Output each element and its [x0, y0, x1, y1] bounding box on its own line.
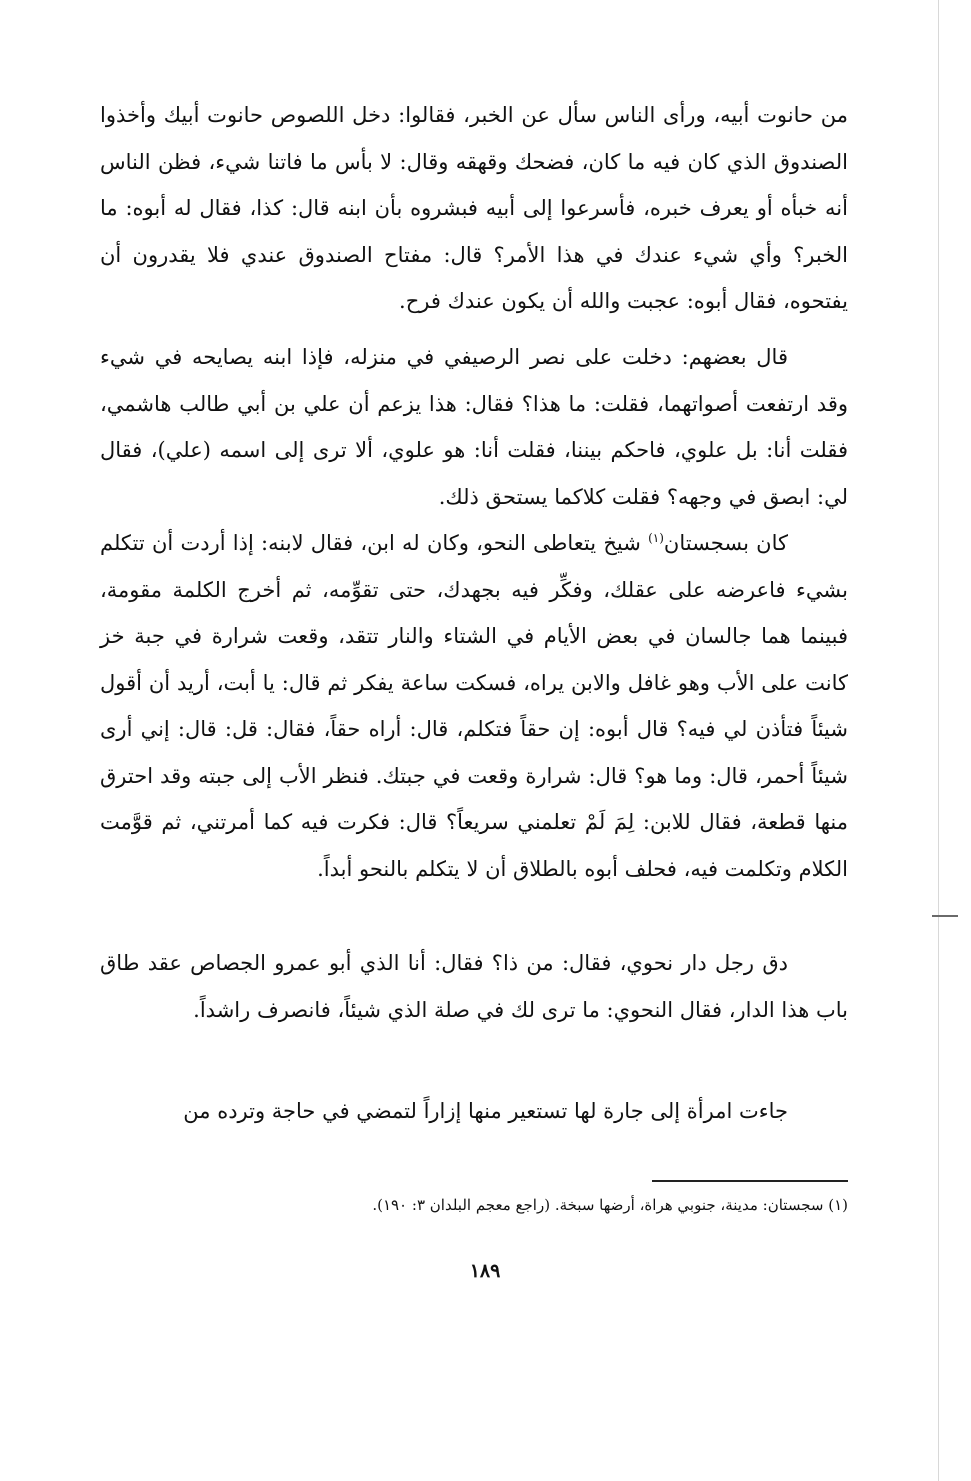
- paragraph-body-text: شيخ يتعاطى النحو، وكان له ابن، فقال لابنه: إذا أردت أن تتكلم بشيء فاعرضه على عقلك، وفكِّر فيه بجهدك، حتى تقوِّمه، ثم أخرج الكلمة مقومة، فبينما هما جالسان في بعض الأيام في الشتاء والنار تتقد، وقعت شرارة في جبة خز كانت على الأب وهو غافل والابن يراه، فسكت ساعة يفكر ثم قال: يا أبت، أريد أن أقول شيئاً فتأذن لي فيه؟ قال أبوه: إن حقاً فتكلم، قال: أراه حقاً، فقال: قل: قال: إني أرى شيئاً أحمر، قال: وما هو؟ قال: شرارة وقعت في جبتك. فنظر الأب إلى جبته وقد احترق منها قطعة، فقال للابن: لِمَ لَمْ تعلمني سريعاً؟ قال: فكرت فيه كما أمرتني، ثم قوَّمت الكلام وتكلمت فيه، فحلف أبوه بالطلاق أن لا يتكلم بالنحو أبداً.: [100, 531, 848, 881]
- scan-margin-mark: [932, 915, 958, 917]
- scan-edge-line: [938, 0, 939, 1481]
- paragraph-woman-neighbor: جاءت امرأة إلى جارة لها تستعير منها إزاراً لتمضي في حاجة وترده من: [183, 1099, 788, 1123]
- paragraph-merchant-son: من حانوت أبيه، ورأى الناس سأل عن الخبر، فقالوا: دخل اللصوص حانوت أبيك وأخذوا الصندوق الذي كان فيه ما كان، فضحك وقهقه وقال: لا بأس ما فاتنا شيء، فظن الناس أنه خبأه أو يعرف خبره، فأسرعوا إلى أبيه فبشروه بأن ابنه قال: كذا، فقال له أبوه: ما الخبر؟ وأي شيء عندك في هذا الأمر؟ قال: مفتاح الصندوق عندي فلا يقدرون أن يفتحوه، فقال أبوه: عجبت والله أن يكون عندك فرح.: [100, 103, 848, 313]
- footnote-reference: (١): [648, 531, 664, 545]
- paragraph-door-knock: دق رجل دار نحوي، فقال: من ذا؟ فقال: أنا الذي أبو عمرو الجصاص عقد طاق باب هذا الدار، فقال النحوي: ما ترى لك في صلة الذي شيئاً، فانصرف راشداً.: [100, 951, 848, 1022]
- paragraph-nasr-rusayfi: قال بعضهم: دخلت على نصر الرصيفي في منزله، فإذا ابنه يصايحه في شيء وقد ارتفعت أصواتهما، فقلت: ما هذا؟ فقال: هذا يزعم أن علي بن أبي طالب هاشمي، فقلت أنا: بل علوي، فاحكم بيننا، فقلت أنا: هو علوي، ألا ترى إلى اسمه (علي)، فقال لي: ابصق في وجهه؟ فقلت كلاكما يستحق ذلك.: [100, 345, 848, 509]
- paragraph-grammarian-son: [100, 520, 848, 892]
- footnote-text: (١) سجستان: مدينة، جنوبي هراة، أرضها سبخة. (راجع معجم البلدان ٣: ١٩٠).: [372, 1196, 848, 1214]
- paragraph-lead-text: كان بسجستان: [663, 531, 788, 555]
- footnote-separator: [652, 1180, 848, 1182]
- page-number: ١٨٩: [469, 1260, 501, 1282]
